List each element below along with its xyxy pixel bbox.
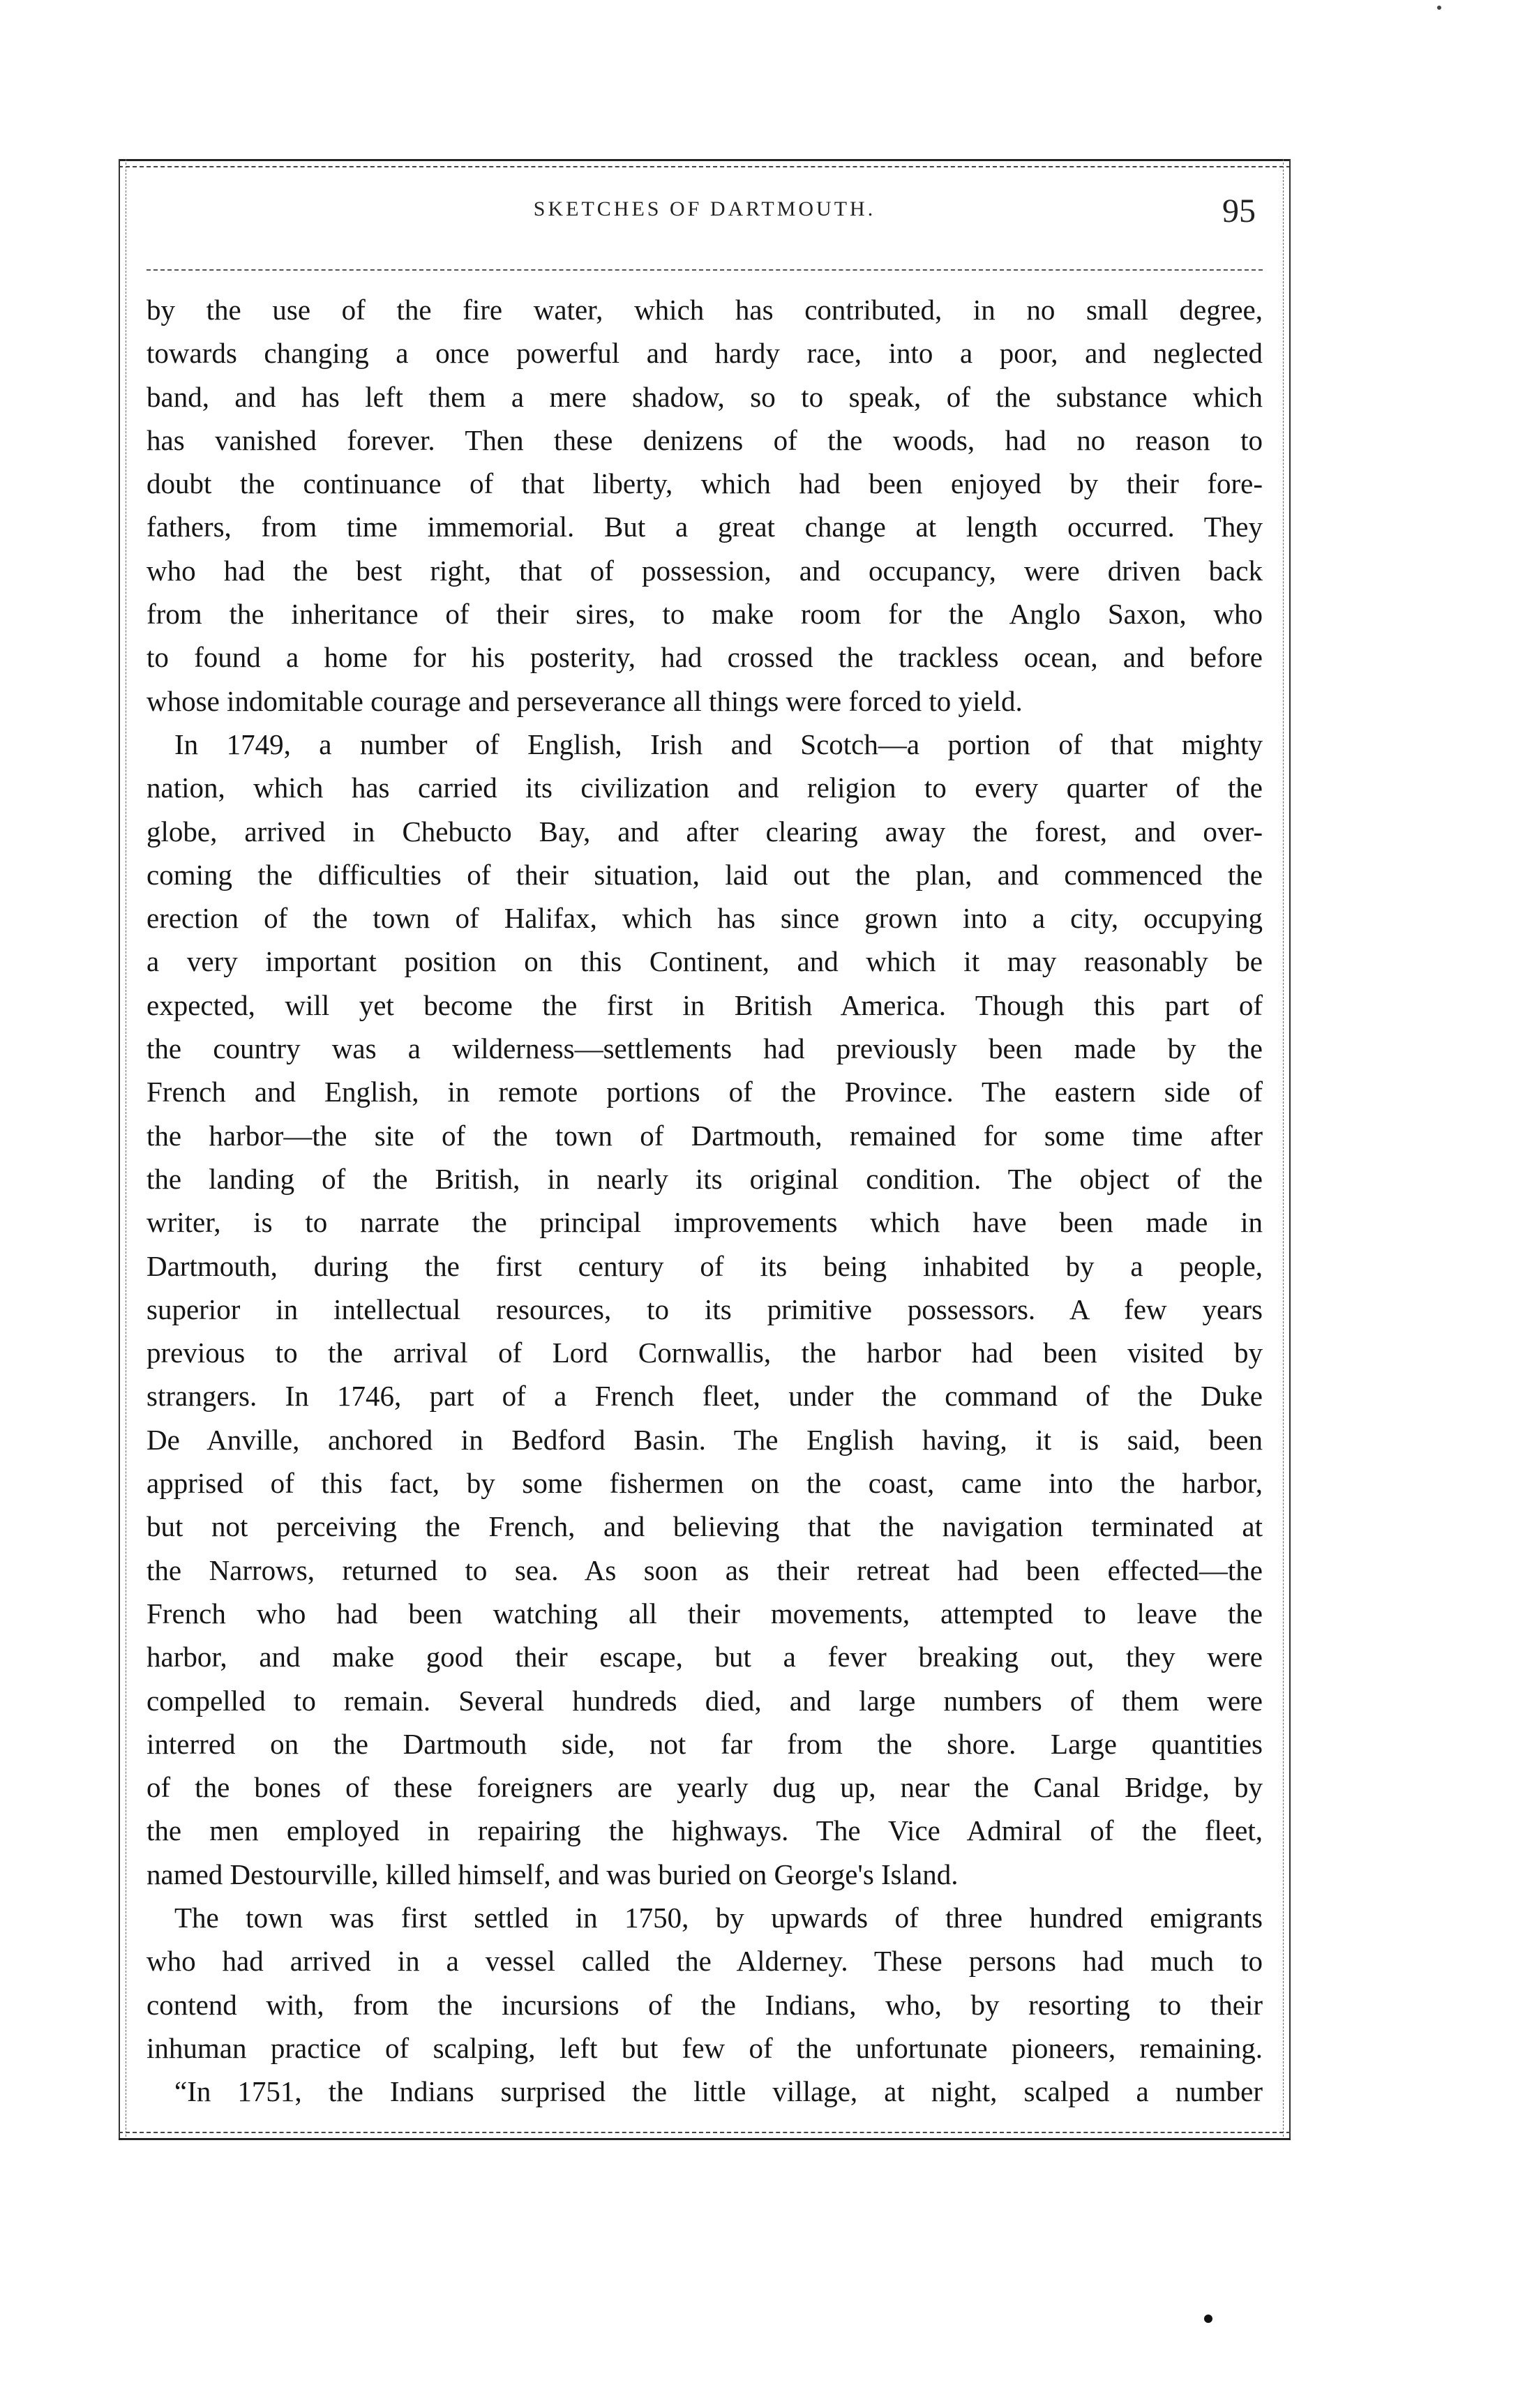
text-line: from the inheritance of their sires, to make room for the Anglo Saxon, who bbox=[147, 598, 1263, 631]
text-line: towards changing a once powerful and hardy race, into a poor, and neglected bbox=[147, 337, 1263, 370]
text-line: whose indomitable courage and perseverance all things were forced to yield. bbox=[147, 684, 1023, 717]
text-line: “In 1751, the Indians surprised the little village, at night, scalped a number bbox=[174, 2075, 1263, 2108]
left-rule bbox=[119, 159, 120, 2140]
page-header bbox=[147, 193, 1263, 239]
text-line: fathers, from time immemorial. But a great change at length occurred. They bbox=[147, 511, 1263, 543]
text-line: contend with, from the incursions of the Indians, who, by resorting to their bbox=[147, 1988, 1263, 2021]
text-line: writer, is to narrate the principal improvements which have been made in bbox=[147, 1206, 1263, 1239]
text-line: to found a home for his posterity, had crossed the trackless ocean, and before bbox=[147, 641, 1263, 674]
text-line: has vanished forever. Then these denizens of the woods, had no reason to bbox=[147, 423, 1263, 456]
text-line: the Narrows, returned to sea. As soon as their retreat had been effected—the bbox=[147, 1553, 1263, 1586]
text-line: erection of the town of Halifax, which has since grown into a city, occupying bbox=[147, 902, 1263, 935]
bottom-rule-dashed bbox=[119, 2132, 1291, 2133]
text-line: harbor, and make good their escape, but a fever breaking out, they were bbox=[147, 1641, 1263, 1673]
top-rule bbox=[119, 159, 1291, 161]
text-line: the men employed in repairing the highways. The Vice Admiral of the fleet, bbox=[147, 1814, 1263, 1847]
text-line: superior in intellectual resources, to its primitive possessors. A few years bbox=[147, 1293, 1263, 1325]
text-line: band, and has left them a mere shadow, so to speak, of the substance which bbox=[147, 380, 1263, 413]
text-line: who had the best right, that of possession, and occupancy, were driven back bbox=[147, 554, 1263, 587]
text-line: of the bones of these foreigners are yearly dug up, near the Canal Bridge, by bbox=[147, 1771, 1263, 1804]
text-line: In 1749, a number of English, Irish and Scotch—a portion of that mighty bbox=[174, 728, 1263, 760]
top-rule-dashed bbox=[119, 166, 1291, 167]
ink-dot bbox=[1204, 2315, 1212, 2323]
text-line: Dartmouth, during the first century of its being inhabited by a people, bbox=[147, 1249, 1263, 1282]
text-line: strangers. In 1746, part of a French fleet, under the command of the Duke bbox=[147, 1380, 1263, 1413]
text-line: French and English, in remote portions of the Province. The eastern side of bbox=[147, 1076, 1263, 1108]
text-line: but not perceiving the French, and believing that the navigation terminated at bbox=[147, 1510, 1263, 1543]
bottom-rule bbox=[119, 2138, 1291, 2140]
text-line: interred on the Dartmouth side, not far from the shore. Large quantities bbox=[147, 1727, 1263, 1760]
text-line: globe, arrived in Chebucto Bay, and after clearing away the forest, and over- bbox=[147, 815, 1263, 848]
text-line: doubt the continuance of that liberty, which had been enjoyed by their fore- bbox=[147, 467, 1263, 500]
text-line: apprised of this fact, by some fishermen on the coast, came into the harbor, bbox=[147, 1467, 1263, 1500]
text-line: French who had been watching all their movements, attempted to leave the bbox=[147, 1597, 1263, 1630]
text-line: compelled to remain. Several hundreds died, and large numbers of them were bbox=[147, 1684, 1263, 1717]
text-line: named Destourville, killed himself, and was buried on George's Island. bbox=[147, 1858, 959, 1890]
text-line: coming the difficulties of their situation, laid out the plan, and commenced the bbox=[147, 858, 1263, 891]
scan-speck bbox=[1437, 6, 1441, 10]
body-text bbox=[147, 288, 1263, 2113]
text-line: previous to the arrival of Lord Cornwallis, the harbor had been visited by bbox=[147, 1337, 1263, 1369]
page-number: 95 bbox=[1222, 193, 1256, 229]
text-line: a very important position on this Continent, and which it may reasonably be bbox=[147, 945, 1263, 978]
text-line: The town was first settled in 1750, by upwards of three hundred emigrants bbox=[174, 1901, 1263, 1934]
text-line: inhuman practice of scalping, left but few of the unfortunate pioneers, remaining. bbox=[147, 2031, 1263, 2064]
right-rule bbox=[1289, 159, 1291, 2140]
text-line: the country was a wilderness—settlements had previously been made by the bbox=[147, 1032, 1263, 1065]
running-title: SKETCHES OF DARTMOUTH. bbox=[533, 197, 876, 220]
text-line: De Anville, anchored in Bedford Basin. The English having, it is said, been bbox=[147, 1423, 1263, 1456]
page-border bbox=[119, 159, 1291, 2140]
text-line: expected, will yet become the first in British America. Though this part of bbox=[147, 988, 1263, 1021]
text-line: who had arrived in a vessel called the Alderney. These persons had much to bbox=[147, 1945, 1263, 1978]
header-rule bbox=[147, 269, 1263, 271]
text-line: nation, which has carried its civilization and religion to every quarter of the bbox=[147, 772, 1263, 804]
text-line: the harbor—the site of the town of Dartmouth, remained for some time after bbox=[147, 1119, 1263, 1152]
text-line: by the use of the fire water, which has contributed, in no small degree, bbox=[147, 294, 1263, 326]
text-line: the landing of the British, in nearly its original condition. The object of the bbox=[147, 1162, 1263, 1195]
right-rule-dashed bbox=[1283, 159, 1284, 2140]
